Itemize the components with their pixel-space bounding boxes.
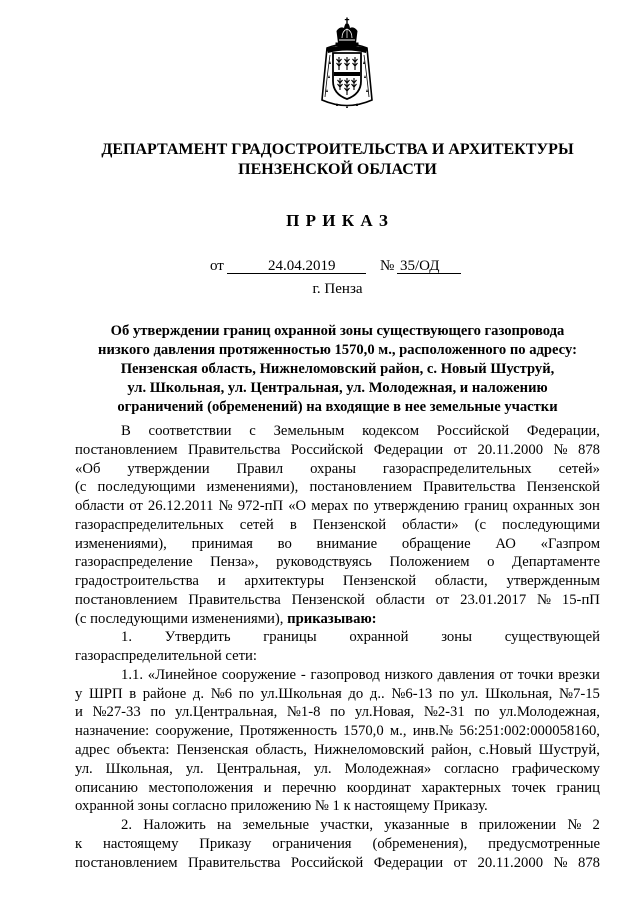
word: - [300,666,306,683]
order-number: 35/ОД [397,257,461,274]
word: к [75,835,83,852]
paragraph-line [75,722,600,741]
word: Российской [290,854,364,871]
word: на [217,817,232,834]
word: врезки [558,666,600,683]
word: В [121,423,131,439]
word: утверждении [127,460,210,477]
word: Департаменте [512,554,600,571]
date-prefix: от [210,258,224,274]
order-date-number-line [0,257,640,275]
word: архитектуры [244,573,325,590]
word: от [129,498,143,515]
word: до [348,685,364,702]
word: Пензенской [312,516,387,533]
word: «Линейное [147,666,218,683]
word: № [553,441,568,458]
paragraph-line [75,535,600,554]
word: во [277,535,292,552]
emblem-shield [333,53,361,99]
word: по [150,704,166,721]
word: мерах [311,498,349,515]
word: ШРП [88,685,123,702]
paragraph-line [75,478,600,497]
paragraph-preamble [75,422,600,628]
paragraph-line [75,779,600,798]
paragraph-line [75,741,600,760]
word: (обременения), [372,835,468,852]
word: Пензенской [342,573,417,590]
paragraph-line [75,497,600,516]
word: от [453,854,468,871]
word: «Об [75,460,101,477]
word: изменениями), [75,535,167,552]
word: Пензенской [526,479,600,496]
word: №7-15 [558,685,600,702]
word: №27-33 [92,704,141,721]
paragraph-line: охранной зоны согласно приложению № 1 к настоящему Приказу. [75,798,488,815]
word: охранной [349,629,409,646]
word: внимание [316,535,378,552]
word: адрес [75,742,110,759]
word: Центральная, [216,760,301,777]
word: Правительства [188,591,281,608]
word: (с [75,479,87,496]
word: от [453,441,468,458]
word: области, [434,573,488,590]
word: Пензенской [291,591,365,608]
word: зоны [441,629,472,646]
word: м., [389,723,407,740]
order-title-line: Об утверждении границ охранной зоны существующего газопровода [110,323,565,339]
word: области [75,498,125,515]
word: Шуструй, [538,742,600,759]
word: сооружение [221,666,297,683]
department-name-line: ДЕПАРТАМЕНТ ГРАДОСТРОИТЕЛЬСТВА И АРХИТЕКТУРЫ [101,141,574,158]
paragraph-line [75,591,600,610]
word: границы [263,629,317,646]
word: ул. [75,760,93,777]
word: давления [437,666,495,683]
word: газопровод [310,666,380,683]
paragraph-line [75,460,600,479]
word: согласно [444,760,499,777]
word: настоящему [103,835,179,852]
word: (с [474,516,487,533]
word: указанные [384,817,450,834]
word: участки, [320,817,374,834]
paragraph-line [75,572,600,591]
word: № [553,854,568,871]
word: Правил [236,460,284,477]
word: Российской [290,441,364,458]
paragraph-line [75,422,600,441]
word: объекта: [116,742,170,759]
word: в [460,817,468,834]
word: «О [288,498,307,515]
word: у [75,685,83,702]
word: 2. [121,817,133,834]
word: 2 [592,817,600,834]
word: Школьная, [105,760,173,777]
paragraph-line [75,628,600,647]
paragraph-line [75,553,600,572]
word: в [289,516,297,533]
word: с.Новый [478,742,532,759]
word: постановлением [75,854,178,871]
word: с [249,423,256,439]
word: кодексом [362,423,420,439]
word: область, [255,742,307,759]
word: 878 [577,441,600,458]
order-title [75,322,600,417]
paragraph-line [75,666,600,685]
word: д.. [369,685,385,702]
word: Пензенская [176,742,249,759]
word: Приказу [199,835,252,852]
word: ул. [313,760,332,777]
word: Молодежная» [344,760,432,777]
word: ул. [460,685,479,702]
word: области [375,591,425,608]
paragraph-item-1-1 [75,666,600,816]
word: район, [431,742,472,759]
word: о [487,554,495,571]
word: постановлением [75,441,178,458]
city-name: г. Пенза [312,281,363,297]
word: границ [556,779,600,796]
paragraph-item-1 [75,628,600,666]
word: Правительства [187,854,281,871]
word: №6-13 [391,685,433,702]
paragraph-line [75,441,600,460]
word: газораспределительных [75,516,224,533]
word: д. [192,685,205,702]
word: границ [464,498,508,515]
word: 15-пП [561,591,600,608]
word: Земельным [273,423,345,439]
word: АО [495,535,516,552]
number-sign: № [380,258,395,274]
word: местоположения [148,779,254,796]
paragraph-line [75,703,600,722]
order-word: приказываю: [287,610,377,627]
word: Положением [389,554,470,571]
word: зон [578,498,600,515]
word: точки [517,666,554,683]
word: координат [346,779,411,796]
paragraph-line [75,854,600,873]
word: сооружение, [155,723,234,740]
word: Федерации [373,854,444,871]
word: и [75,704,83,721]
word: изменениями), [206,479,299,496]
order-date: 24.04.2019 [227,257,366,274]
document-type-title: П Р И К А З [286,211,389,230]
word: ул.Молодежная, [499,704,600,721]
word: по [238,685,254,702]
word: Школьная, [485,685,553,702]
word: 20.11.2000 [477,854,544,871]
word: земельные [242,817,310,834]
word: точек [511,779,546,796]
paragraph-line [75,610,600,629]
word: Правительства [187,441,281,458]
word: постановлением [309,479,412,496]
department-region-line: ПЕНЗЕНСКОЙ ОБЛАСТИ [238,161,437,178]
word: ул.Новая, [354,704,415,721]
word: ул.Центральная, [175,704,278,721]
word: от [499,666,514,683]
emblem-crown [336,18,359,47]
word: градостроительства [75,573,199,590]
paragraph-line-text: (с последующими изменениями), [75,610,284,627]
word: по [474,704,490,721]
order-title-line: ограничений (обременений) на входящие в нее земельные участки [117,399,558,415]
word: Наложить [143,817,206,834]
word: в [129,685,137,702]
word: газораспределение [75,554,193,571]
word: по [330,704,346,721]
word: инв.№ [412,723,454,740]
word: №2-31 [423,704,465,721]
word: по [353,498,369,515]
paragraph-item-2 [75,816,600,872]
word: Федерации, [526,423,600,439]
word: принимая [191,535,253,552]
paragraph-line [75,760,600,779]
word: 1.1. [121,666,144,683]
word: 972-пП [237,498,284,515]
paragraph-line [75,835,600,854]
word: № [537,591,552,608]
word: районе [142,685,187,702]
word: Протяженность [239,723,338,740]
word: «Газпром [540,535,600,552]
word: описанию [75,779,138,796]
paragraph-line [75,816,600,835]
word: Утвердить [164,629,231,646]
word: и [217,573,226,590]
coat-of-arms-emblem [319,17,375,111]
paragraph-line: газораспределительной сети: [75,648,257,665]
word: Правительства [423,479,516,496]
word: 878 [577,854,600,871]
order-title-line: ул. Школьная, ул. Центральная, ул. Молодежная, и наложению [127,380,548,396]
word: ул. [185,760,204,777]
word: предусмотренные [488,835,600,852]
paragraph-line [75,685,600,704]
word: области» [402,516,459,533]
word: 20.11.2000 [477,441,544,458]
word: Нижнеломовский [313,742,425,759]
word: №1-8 [286,704,321,721]
word: постановлением [75,591,178,608]
word: от [435,591,450,608]
word: 26.12.2011 [147,498,214,515]
word: № [567,817,582,834]
order-title-line: низкого давления протяженностью 1570,0 м., расположенного по адресу: [98,342,577,358]
word: сетей» [558,460,600,477]
word: № [218,498,233,515]
word: и [263,779,272,796]
word: 56:251:002:000058160, [459,723,600,740]
word: Федерации [373,441,444,458]
word: последующими [97,479,196,496]
word: по [438,685,455,702]
word: обращение [401,535,471,552]
word: руководствуясь [276,554,372,571]
word: сетей [239,516,274,533]
word: графическому [511,760,600,777]
word: ул.Школьная [260,685,342,702]
word: соответствии [148,423,232,439]
department-heading [75,140,600,180]
word: 23.01.2017 [460,591,527,608]
paragraph-line [75,516,600,535]
word: Пенза», [210,554,259,571]
word: существующей [504,629,600,646]
word: утверждению [373,498,460,515]
word: охранных [512,498,574,515]
word: 1. [121,629,133,646]
word: перечню [282,779,337,796]
word: газораспределительных [382,460,532,477]
word: Российской [436,423,510,439]
word: утвержденным [506,573,600,590]
word: приложении [478,817,557,834]
word: 1570,0 [343,723,384,740]
word: низкого [384,666,433,683]
word: ограничения [272,835,352,852]
word: охраны [310,460,356,477]
order-body [75,422,600,872]
word: последующими [502,516,600,533]
word: характерных [421,779,502,796]
word: №6 [210,685,233,702]
word: назначение: [75,723,150,740]
order-title-line: Пензенская область, Нижнеломовский район, с. Новый Шуструй, [120,361,555,377]
